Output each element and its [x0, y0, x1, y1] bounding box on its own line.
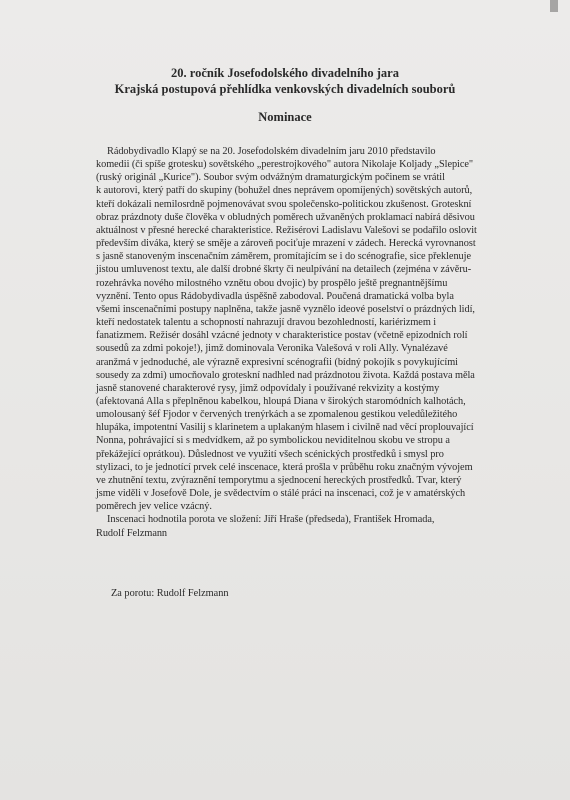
paragraph-line: poměrech jev velice vzácný.: [96, 501, 212, 513]
paragraph-line: ve zhutnění textu, zvýraznění temporytmu a sjednocení hereckých prostředků. Tvar, který: [96, 474, 462, 486]
jury-line: Inscenaci hodnotila porota ve složení: Jiří Hraše (předseda), František Hromada,: [107, 514, 435, 526]
section-heading: Nominace: [258, 110, 312, 124]
paragraph-line: Nonna, pohrávající si s medvídkem, až po symbolickou neviditelnou skobu ve stropu a: [96, 435, 450, 447]
paragraph-line: kteří nedostatek talentu a schopností nahrazují dravou bezohledností, kariérizmem i: [96, 317, 437, 329]
paragraph-line: všemi inscenačními postupy naplněna, takže jasně vyznělo ideové poselství o prázdných lidí,: [96, 303, 475, 315]
paragraph-line: sousedů za zdmi pokoje!), jimž dominovala Veronika Valešová v roli Ally. Vynalézavé: [96, 343, 448, 355]
scan-corner-mark: [550, 0, 558, 12]
paragraph-line: komedii (či spíše grotesku) sovětského „perestrojkového" autora Nikolaje Koljady „Slepice": [96, 159, 474, 171]
paragraph-line: s jasně stanoveným inscenačním záměrem, promítajícím se i do scénografie, sice překlenuje: [96, 251, 471, 263]
paragraph-line: jistou umluvenost textu, ale další drobné škrty či neulpívání na detailech (zejména v závěru-: [96, 264, 472, 276]
title-line-2: Krajská postupová přehlídka venkovských divadelních souborů: [114, 82, 456, 96]
paragraph-line: stylizaci, to je jednotící prvek celé inscenace, která prošla v průběhu roku značným vývojem: [96, 461, 473, 473]
paragraph-line: především diváka, který se směje a zároveň pociťuje mrazení v zádech. Herecká vyrovnanost: [96, 238, 476, 250]
paragraph-line: sousedy za zdmi) umocňovalo groteskní nadhled nad prázdnotou života. Každá postava měla: [96, 369, 475, 381]
paragraph-line: jasně stanovené charakterové rysy, jimž odpovídaly i používané rekvizity a kostýmy: [96, 382, 440, 394]
paragraph-line: obraz prázdnoty duše člověka v obludných poměrech užvaněných proklamací nabírá děsivou: [96, 211, 475, 223]
paragraph-line: umolousaný šéf Fjodor v červených trenýrkách a se zpomalenou gestikou veledůležitého: [96, 409, 458, 421]
paragraph-line: kteří dokázali nemilosrdně pojmenovávat svou společensko-politickou zkušenost. Groteskní: [96, 198, 472, 210]
paragraph-line: vyznění. Tento opus Rádobydivadla úspěšně zabodoval. Poučená dramatická volba byla: [96, 290, 454, 302]
paragraph-line: jsme viděli v Josefově Dole, je svědectvím o stálé práci na inscenaci, což je v amatérských: [96, 488, 466, 500]
paragraph-line: (ruský originál „Kurice"). Soubor svým odvážným dramaturgickým počinem se vrátil: [96, 172, 445, 184]
title-line-1: 20. ročník Josefodolského divadelního jara: [171, 66, 399, 80]
paragraph-line: aranžmá v jednoduché, ale výrazně expresivní scénografii (bídný pokojík s povykujícími: [96, 356, 458, 368]
paragraph-line: aktuálnost v přesné herecké charakteristice. Režisérovi Ladislavu Valešovi se podařilo oslovit: [96, 224, 477, 236]
paragraph-line: rozehrávka nového milostného vznětu obou dvojic) by prospělo ještě pregnantnějšímu: [96, 277, 448, 289]
nomination-text: [96, 145, 496, 540]
paragraph-line: (afektovaná Alla s přeplněnou kabelkou, hloupá Diana v širokých staromódních kalhotách,: [96, 395, 466, 407]
paragraph-line: k autorovi, který patří do skupiny (bohužel dnes neprávem opomíjených) sovětských autorů,: [96, 185, 473, 197]
paragraph-line: překážející oprátkou). Důslednost ve využití všech scénických prostředků i smysl pro: [96, 448, 444, 460]
paragraph-line: hlupáka, impotentní Vasilij s klarinetem a uplakaným hlasem i civilně nad věcí proplouvající: [96, 422, 474, 434]
signature-line: Za porotu: Rudolf Felzmann: [111, 588, 229, 599]
paragraph-line: Rádobydivadlo Klapý se na 20. Josefodolském divadelním jaru 2010 představilo: [107, 146, 436, 157]
paragraph-line: fanatizmem. Režisér dosáhl vzácné jednoty v charakteristice postav (včetně epizodních rolí: [96, 330, 468, 342]
jury-line: Rudolf Felzmann: [96, 527, 168, 539]
